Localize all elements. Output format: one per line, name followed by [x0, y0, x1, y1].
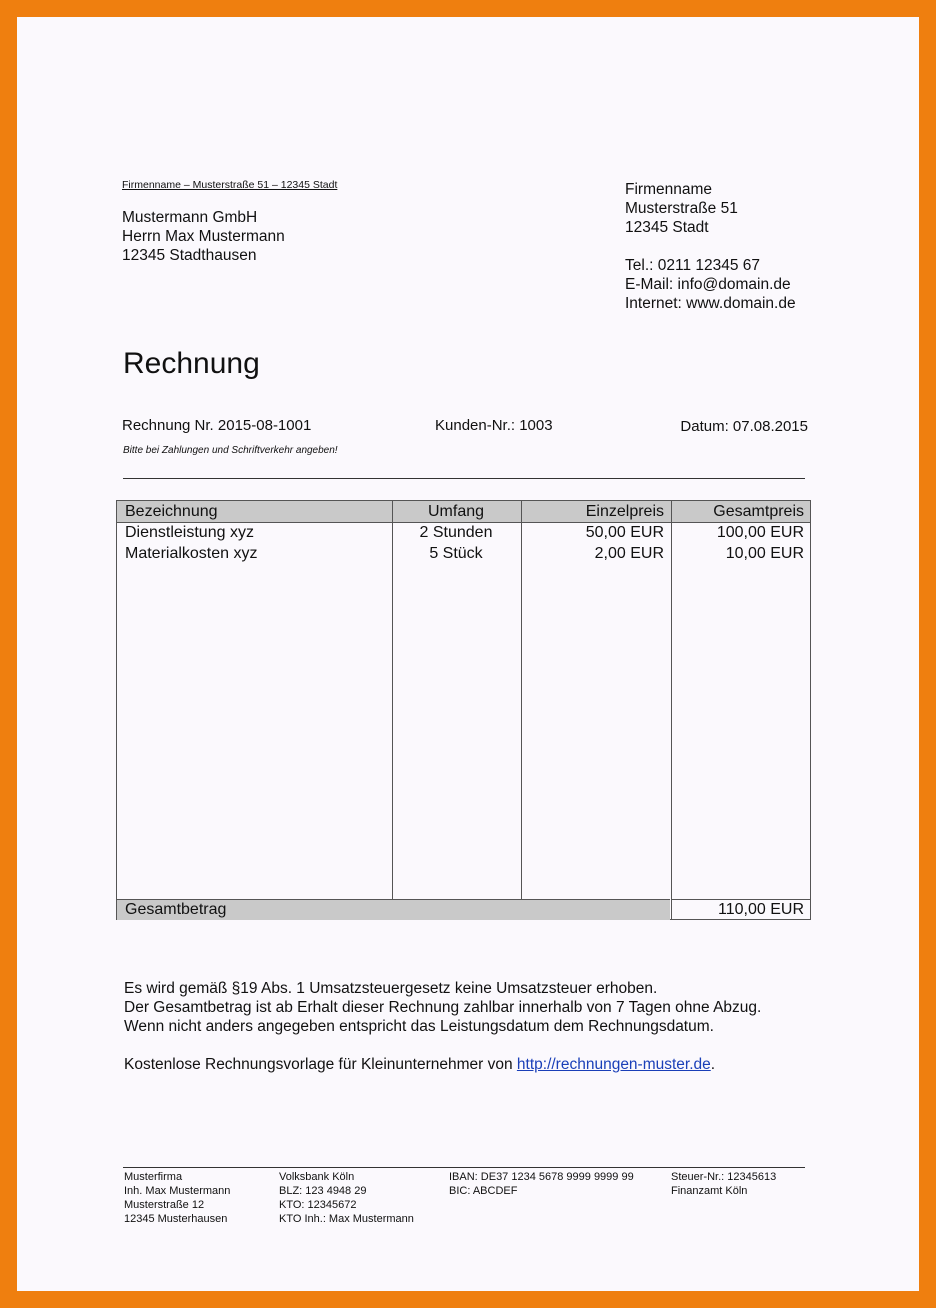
footer-street: Musterstraße 12: [124, 1199, 205, 1211]
company-info: [625, 180, 796, 313]
company-city: 12345 Stadt: [625, 219, 709, 236]
header-gesamtpreis: Gesamtpreis: [713, 503, 804, 520]
customer-number: Kunden-Nr.: 1003: [435, 417, 553, 434]
header-bezeichnung: Bezeichnung: [125, 503, 218, 520]
document-title: Rechnung: [123, 347, 260, 380]
note-payment: Der Gesamtbetrag ist ab Erhalt dieser Rechnung zahlbar innerhalb von 7 Tagen ohne Abzug.: [124, 999, 762, 1016]
footer-owner: Inh. Max Mustermann: [124, 1185, 231, 1197]
footer-tax-office: Finanzamt Köln: [671, 1185, 748, 1197]
row-1-total: 100,00 EUR: [716, 524, 804, 541]
invoice-notes: [124, 979, 761, 1036]
note-service-date: Wenn nicht anders angegeben entspricht das Leistungsdatum dem Rechnungsdatum.: [124, 1018, 714, 1035]
template-credit-text: Kostenlose Rechnungsvorlage für Kleinunternehmer von: [124, 1056, 517, 1073]
row-1-quantity: 2 Stunden: [419, 524, 493, 541]
company-tel: Tel.: 0211 12345 67: [625, 257, 761, 274]
row-2-description: Materialkosten xyz: [125, 545, 258, 562]
footer-company: [124, 1170, 230, 1226]
invoice-date: Datum: 07.08.2015: [680, 418, 808, 435]
invoice-table: [116, 500, 811, 920]
footer-bic: BIC: ABCDEF: [449, 1185, 518, 1197]
total-value: 110,00 EUR: [718, 901, 804, 918]
footer-iban-number: IBAN: DE37 1234 5678 9999 9999 99: [449, 1171, 634, 1183]
footer-company-name: Musterfirma: [124, 1171, 183, 1183]
footer-bank: [279, 1170, 414, 1226]
row-1-unit-price: 50,00 EUR: [585, 524, 664, 541]
footer-kto: KTO: 12345672: [279, 1199, 357, 1211]
company-name: Firmenname: [625, 181, 712, 198]
footer-iban: [449, 1170, 634, 1198]
row-2-quantity: 5 Stück: [429, 545, 483, 562]
template-credit: [124, 1056, 715, 1074]
row-1-description: Dienstleistung xyz: [125, 524, 254, 541]
reference-note: Bitte bei Zahlungen und Schriftverkehr angeben!: [123, 445, 338, 456]
recipient-address: [122, 208, 285, 265]
row-2-unit-price: 2,00 EUR: [594, 545, 664, 562]
invoice-number: Rechnung Nr. 2015-08-1001: [122, 417, 312, 434]
template-credit-end: .: [710, 1056, 716, 1073]
footer-tax: [671, 1170, 776, 1198]
invoice-page: [17, 17, 919, 1291]
template-link[interactable]: http://rechnungen-muster.de: [516, 1056, 711, 1073]
footer-tax-number: Steuer-Nr.: 12345613: [671, 1171, 777, 1183]
company-email: E-Mail: info@domain.de: [625, 276, 791, 293]
footer-city: 12345 Musterhausen: [124, 1213, 228, 1225]
company-street: Musterstraße 51: [625, 200, 738, 217]
company-internet: Internet: www.domain.de: [625, 295, 796, 312]
total-label: Gesamtbetrag: [125, 901, 227, 918]
footer-blz: BLZ: 123 4948 29: [279, 1185, 367, 1197]
note-tax: Es wird gemäß §19 Abs. 1 Umsatzsteuergesetz keine Umsatzsteuer erhoben.: [124, 980, 658, 997]
footer-divider: [123, 1167, 805, 1168]
header-umfang: Umfang: [427, 503, 485, 520]
sender-return-line: Firmenname – Musterstraße 51 – 12345 Stadt: [122, 179, 338, 191]
recipient-company: Mustermann GmbH: [122, 209, 258, 226]
footer-bank-name: Volksbank Köln: [279, 1171, 355, 1183]
footer-kto-owner: KTO Inh.: Max Mustermann: [279, 1213, 414, 1225]
header-einzelpreis: Einzelpreis: [585, 503, 664, 520]
header-divider: [123, 478, 805, 479]
row-2-total: 10,00 EUR: [725, 545, 804, 562]
recipient-city: 12345 Stadthausen: [122, 247, 257, 264]
recipient-person: Herrn Max Mustermann: [122, 228, 285, 245]
